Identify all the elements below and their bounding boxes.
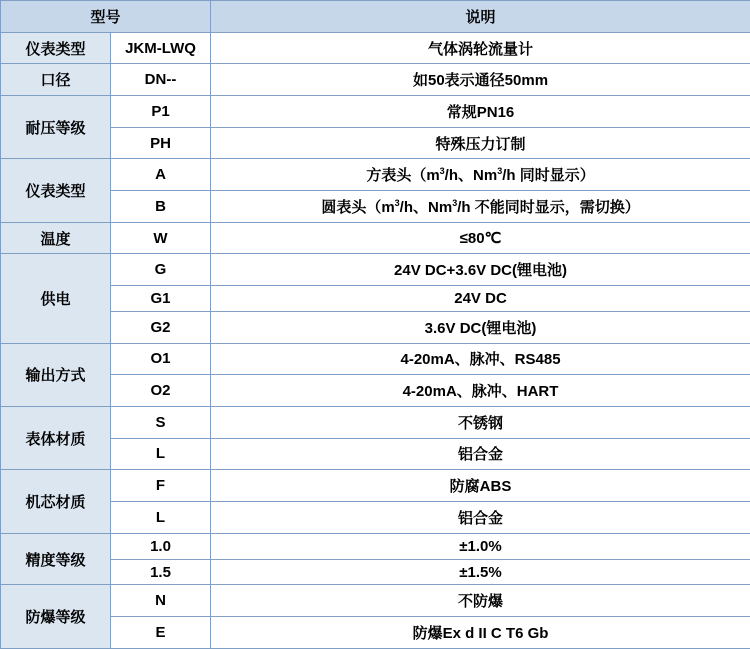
row-model-code: N — [111, 585, 211, 617]
row-description: 气体涡轮流量计 — [211, 32, 750, 64]
column-header-description: 说明 — [211, 1, 750, 33]
table-row — [1, 254, 750, 286]
row-description: 圆表头（$m^3/h$、Nm$^3$/h 不能同时显示，需切换） — [211, 191, 750, 223]
row-description: 不锈钢 — [211, 406, 750, 438]
row-category: 仪表类型 — [1, 32, 111, 64]
row-description: 4-20mA、脉冲、HART — [211, 375, 750, 407]
row-description: ±1.0% — [211, 533, 750, 559]
row-category: 口径 — [1, 64, 111, 96]
row-model-code: L — [111, 501, 211, 533]
row-description: ≤80℃ — [211, 222, 750, 254]
table-row — [1, 470, 750, 502]
row-model-code: JKM-LWQ — [111, 32, 211, 64]
row-model-code: G — [111, 254, 211, 286]
row-description: 3.6V DC(锂电池) — [211, 311, 750, 343]
row-description: 铝合金 — [211, 501, 750, 533]
row-model-code: DN-- — [111, 64, 211, 96]
row-model-code: O1 — [111, 343, 211, 375]
table-row — [1, 533, 750, 559]
row-description: 常规PN16 — [211, 96, 750, 128]
table-row — [1, 191, 750, 223]
row-description: 防腐ABS — [211, 470, 750, 502]
row-category: 表体材质 — [1, 406, 111, 469]
table-row — [1, 501, 750, 533]
row-model-code: G1 — [111, 286, 211, 312]
row-model-code: S — [111, 406, 211, 438]
table-row — [1, 222, 750, 254]
row-model-code: G2 — [111, 311, 211, 343]
row-category: 输出方式 — [1, 343, 111, 406]
table-row — [1, 311, 750, 343]
table-row — [1, 96, 750, 128]
row-description: 特殊压力订制 — [211, 127, 750, 159]
table-row — [1, 32, 750, 64]
row-category: 机芯材质 — [1, 470, 111, 533]
table-row — [1, 343, 750, 375]
table-row — [1, 64, 750, 96]
table-row — [1, 559, 750, 585]
table-row — [1, 286, 750, 312]
row-model-code: PH — [111, 127, 211, 159]
row-model-code: W — [111, 222, 211, 254]
column-header-model: 型号 — [1, 1, 211, 33]
row-model-code: E — [111, 617, 211, 649]
row-description: 4-20mA、脉冲、RS485 — [211, 343, 750, 375]
table-row — [1, 406, 750, 438]
row-model-code: B — [111, 191, 211, 223]
table-row — [1, 585, 750, 617]
row-description: 不防爆 — [211, 585, 750, 617]
row-description: 24V DC+3.6V DC(锂电池) — [211, 254, 750, 286]
table-row — [1, 159, 750, 191]
row-category: 温度 — [1, 222, 111, 254]
table-header-row — [1, 1, 750, 33]
row-model-code: O2 — [111, 375, 211, 407]
row-category: 仪表类型 — [1, 159, 111, 222]
row-model-code: 1.5 — [111, 559, 211, 585]
table-row — [1, 127, 750, 159]
row-description: 防爆Ex d II C T6 Gb — [211, 617, 750, 649]
table-row — [1, 438, 750, 470]
row-model-code: A — [111, 159, 211, 191]
row-category: 精度等级 — [1, 533, 111, 585]
row-model-code: L — [111, 438, 211, 470]
table-row — [1, 617, 750, 649]
row-category: 耐压等级 — [1, 96, 111, 159]
row-category: 供电 — [1, 254, 111, 343]
row-category: 防爆等级 — [1, 585, 111, 649]
table-body — [1, 1, 750, 649]
row-model-code: 1.0 — [111, 533, 211, 559]
table-row — [1, 375, 750, 407]
row-model-code: F — [111, 470, 211, 502]
row-description: 24V DC — [211, 286, 750, 312]
row-description: 如50表示通径50mm — [211, 64, 750, 96]
row-description: 方表头（$m^3/h$、Nm$^3$/h 同时显示） — [211, 159, 750, 191]
row-description: ±1.5% — [211, 559, 750, 585]
row-description: 铝合金 — [211, 438, 750, 470]
row-model-code: P1 — [111, 96, 211, 128]
